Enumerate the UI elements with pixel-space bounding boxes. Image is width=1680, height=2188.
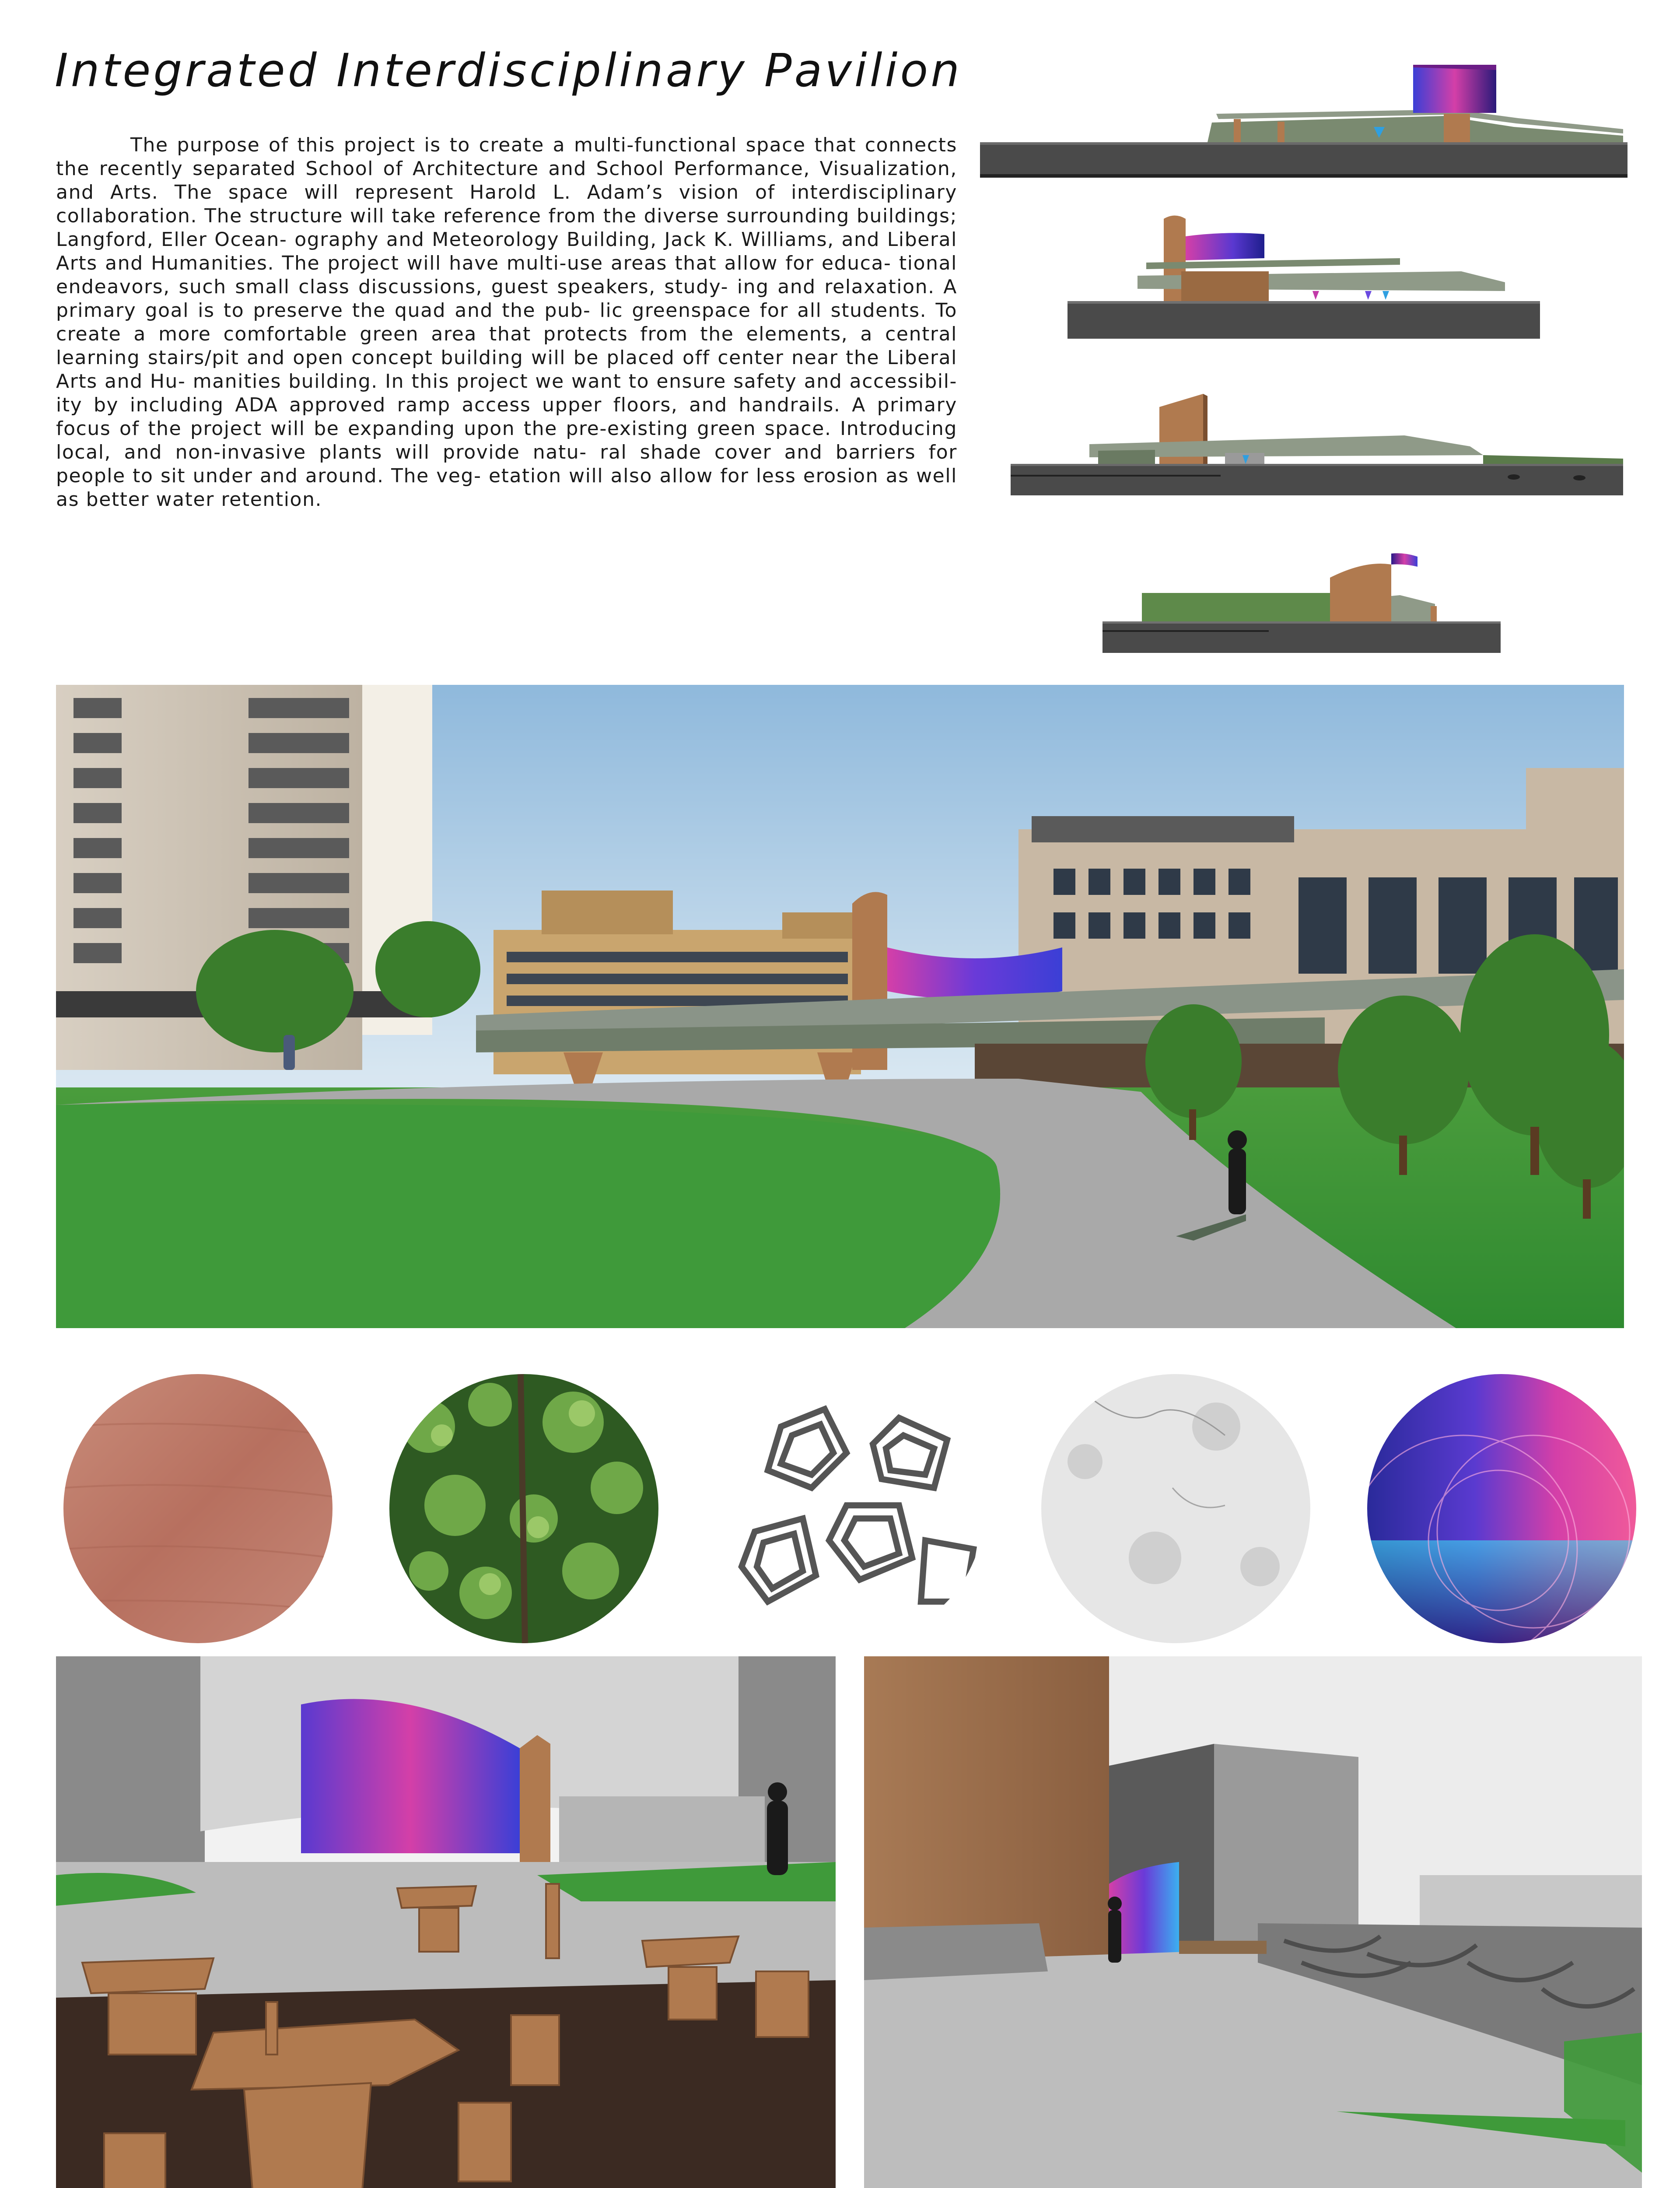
material-swatch-foliage	[389, 1374, 658, 1643]
elevation-drawing-2	[1068, 210, 1540, 341]
elevation-drawing-1	[980, 61, 1628, 179]
elevation-drawing-4	[1102, 551, 1501, 656]
hero-rendering	[56, 685, 1624, 1328]
material-swatch-gradient-glass	[1367, 1374, 1636, 1643]
interior-rendering-walkway	[864, 1656, 1642, 2188]
project-description: The purpose of this project is to create a multi-functional space that connects the recently separated School of Architecture and School Performance, Visualization, and Arts. The space will represent Harold L. Adam’s vision of interdisciplinary collaboration. The structure will take reference from the diverse surrounding buildings; Langford, Eller Ocean- ography and Meteorology Building, Jack K. Williams, and Liberal Arts and Humanities. The project will have multi-use areas that allow for educa- tional endeavors, such small class discussions, guest speakers, study- ing and relaxation. A primary goal is to preserve the quad and the pub- lic greenspace for all students. To create a more comfortable green area that protects from the elements, a central learning stairs/pit and open concept building will be placed off center near the Liberal Arts and Hu- manities building. In this project we want to ensure safety and accessibil- ity by including ADA approved ramp access upper floors, and handrails. A primary focus of the project will be expanding upon the pre-existing green space. Introducing local, and non-invasive plants will provide natu- ral shade cover and barriers for people to sit under and around. The veg- etation will also allow for less erosion as well as better water retention.	[56, 134, 957, 511]
page-title: Integrated Interdisciplinary Pavilion	[55, 44, 962, 97]
material-swatch-parametric-pattern	[715, 1374, 984, 1643]
interior-rendering-seating	[56, 1656, 836, 2188]
material-swatch-terracotta	[63, 1374, 332, 1643]
material-swatch-concrete	[1041, 1374, 1310, 1643]
elevation-drawing-3	[1011, 385, 1623, 499]
